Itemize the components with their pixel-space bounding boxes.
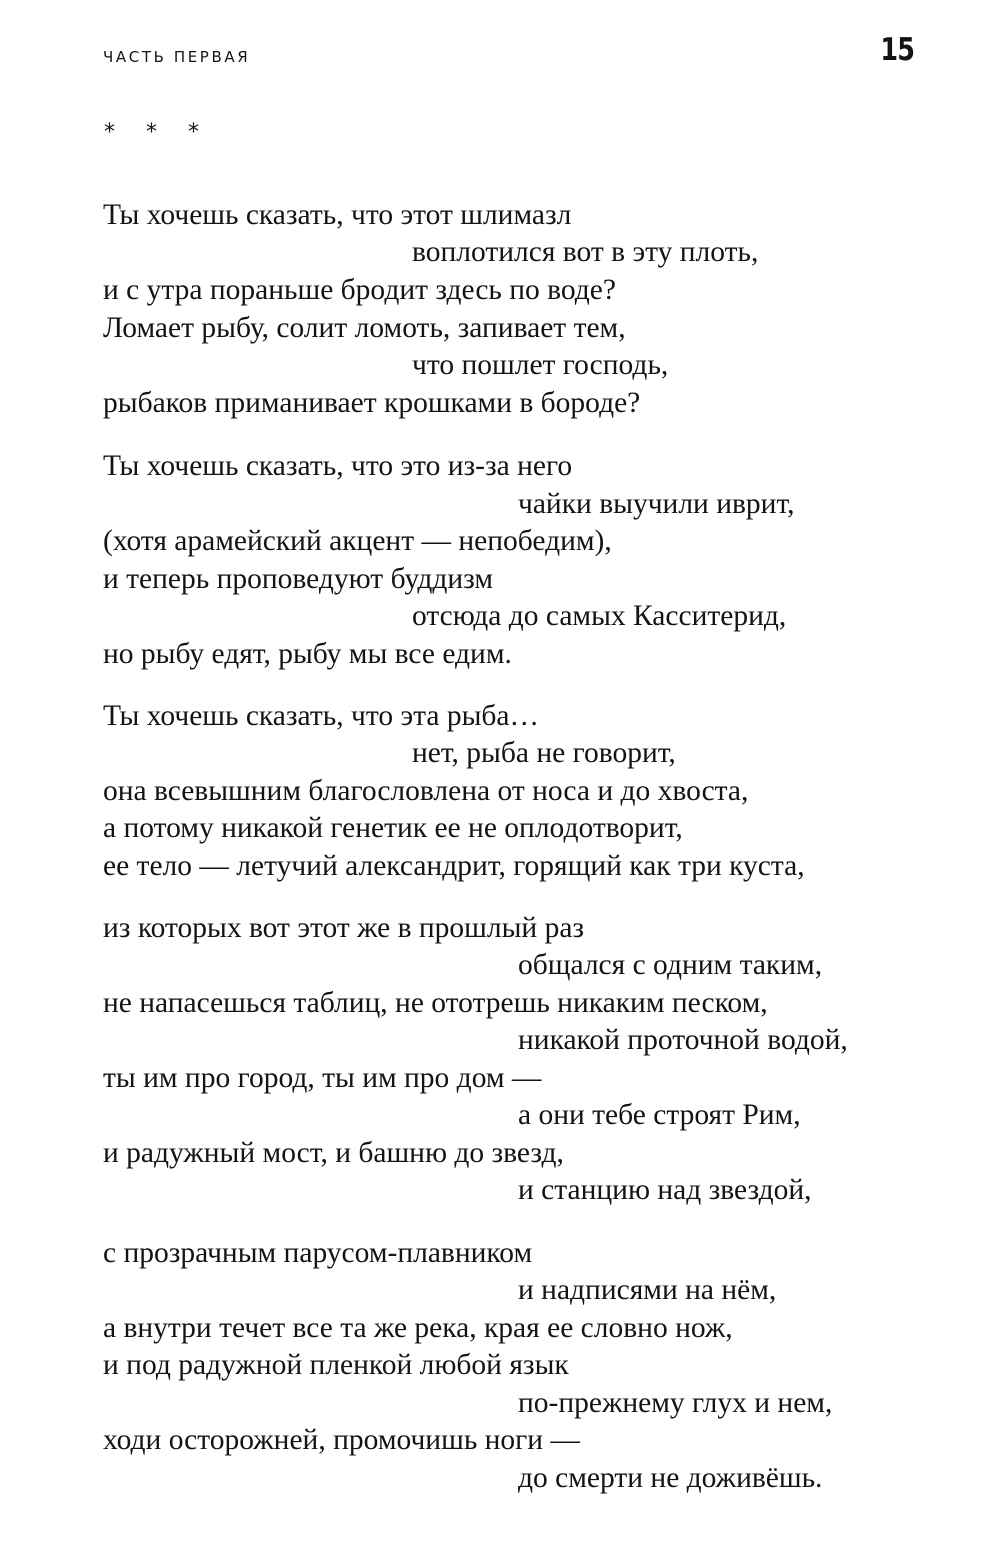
poem-line: а потому никакой генетик ее не оплодотворит,: [103, 812, 683, 844]
poem-line: и надписями на нём,: [518, 1274, 777, 1306]
poem-line: ходи осторожней, промочишь ноги —: [103, 1424, 580, 1456]
poem-line: чайки выучили иврит,: [518, 488, 795, 520]
poem-line: общался с одним таким,: [518, 949, 823, 981]
poem-line: отсюда до самых Касситерид,: [412, 600, 787, 632]
poem-line: и радужный мост, и башню до звезд,: [103, 1137, 564, 1169]
poem-line: и теперь проповедуют буддизм: [103, 563, 494, 595]
poem-line: Ты хочешь сказать, что это из-за него: [103, 450, 573, 482]
poem-line: Ломает рыбу, солит ломоть, запивает тем,: [103, 312, 626, 344]
poem-line: (хотя арамейский акцент — непобедим),: [103, 525, 612, 557]
poem-line: никакой проточной водой,: [518, 1024, 848, 1056]
poem-line: из которых вот этот же в прошлый раз: [103, 912, 585, 944]
poem-line: Ты хочешь сказать, что эта рыба…: [103, 700, 540, 732]
poem-line: она всевышним благословлена от носа и до хвоста,: [103, 775, 749, 807]
poem-line: что пошлет господь,: [412, 349, 669, 381]
poem-line: рыбаков приманивает крошками в бороде?: [103, 387, 641, 419]
poem-line: а внутри течет все та же река, края ее словно нож,: [103, 1312, 733, 1344]
poem-line: но рыбу едят, рыбу мы все едим.: [103, 638, 512, 670]
poem-line: воплотился вот в эту плоть,: [412, 236, 759, 268]
poem-line: и с утра пораньше бродит здесь по воде?: [103, 274, 616, 306]
section-ornament: * * *: [104, 120, 211, 145]
poem-line: ее тело — летучий александрит, горящий как три куста,: [103, 850, 805, 882]
page-number: 15: [880, 32, 914, 68]
poem-line: по-прежнему глух и нем,: [518, 1387, 833, 1419]
poem-line: и станцию над звездой,: [518, 1174, 812, 1206]
running-head: ЧАСТЬ ПЕРВАЯ: [103, 48, 251, 66]
poem-line: и под радужной пленкой любой язык: [103, 1349, 569, 1381]
poem-line: нет, рыба не говорит,: [412, 737, 676, 769]
poem-line: с прозрачным парусом-плавником: [103, 1237, 533, 1269]
poem-line: не напасешься таблиц, не ототрешь никаким песком,: [103, 987, 768, 1019]
poem-line: а они тебе строят Рим,: [518, 1099, 801, 1131]
poem-line: до смерти не доживёшь.: [518, 1462, 823, 1494]
poem-line: Ты хочешь сказать, что этот шлимазл: [103, 199, 572, 231]
poem-line: ты им про город, ты им про дом —: [103, 1062, 542, 1094]
